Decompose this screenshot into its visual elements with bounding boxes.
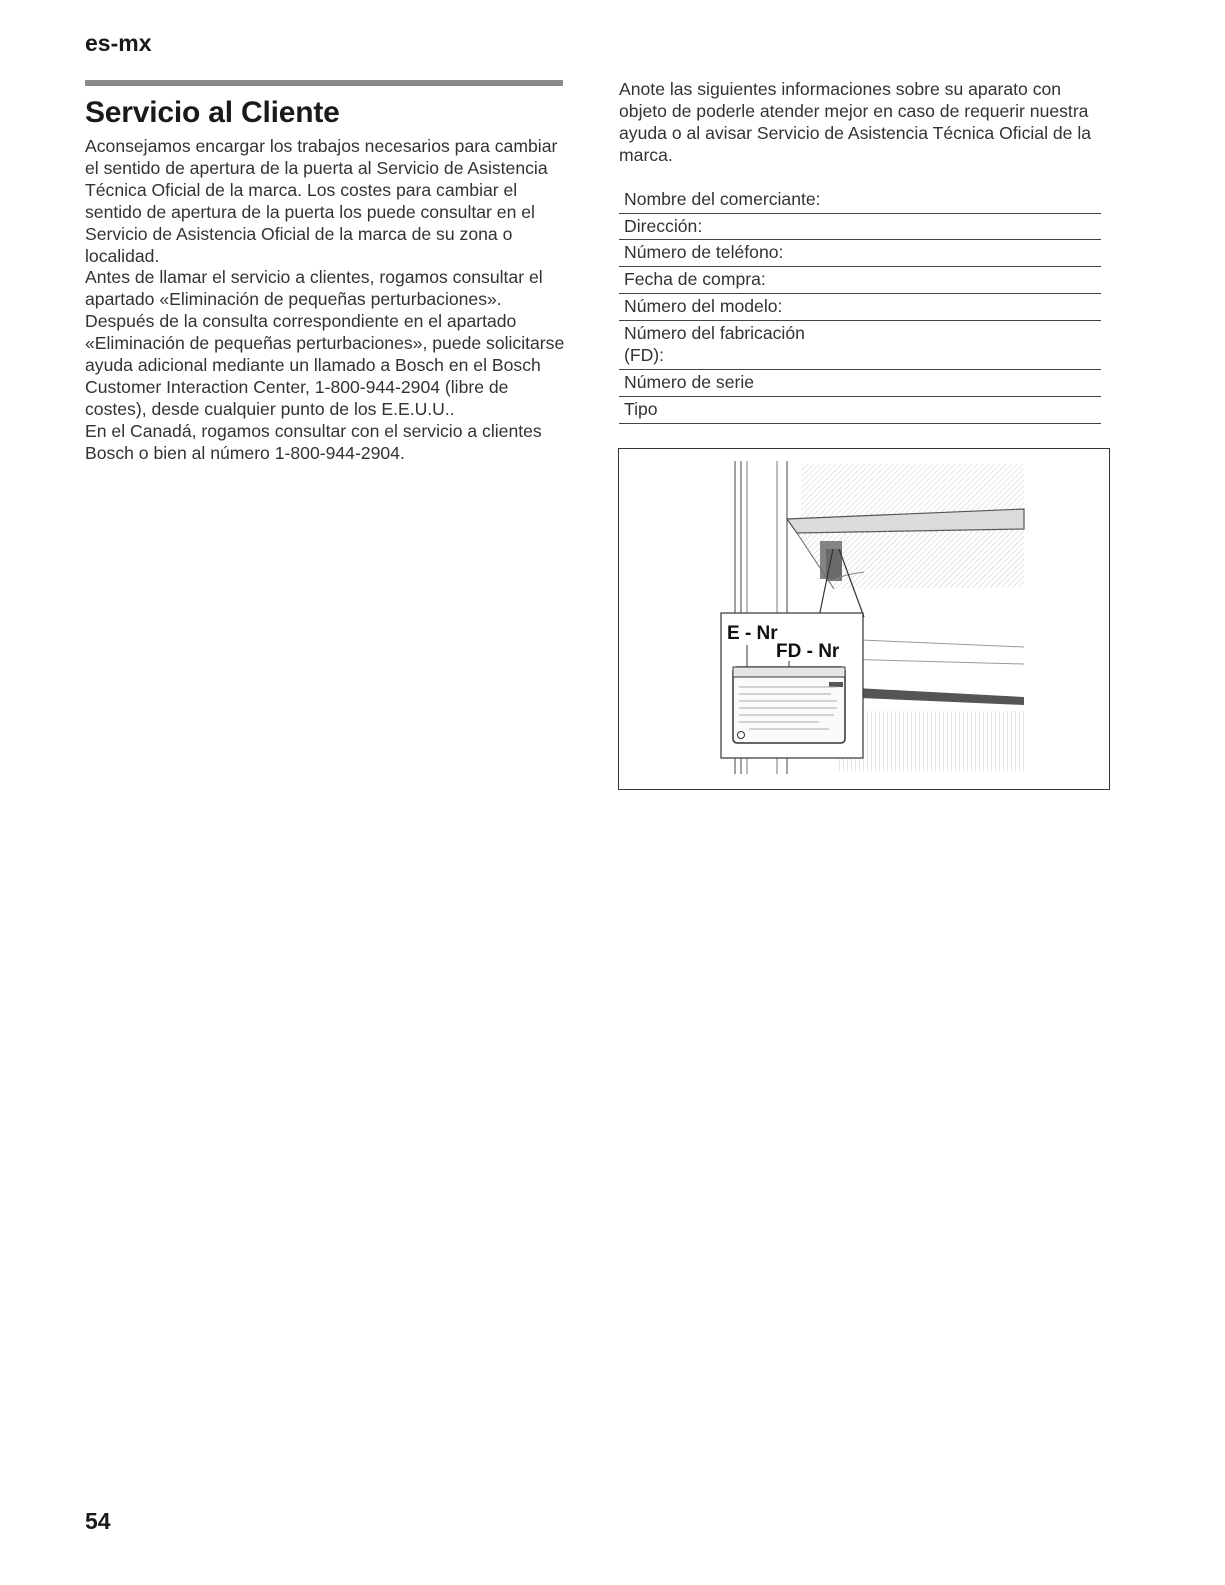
rating-plate-illustration — [619, 449, 1111, 791]
service-section — [85, 80, 565, 465]
rating-plate-callout — [721, 613, 863, 758]
field-purchase-date: Fecha de compra: — [619, 267, 1101, 294]
section-rule — [85, 80, 563, 86]
e-nr-label: E - Nr — [727, 623, 778, 644]
paragraph-before-calling: Antes de llamar el servicio a clientes, rogamos consultar el apartado «Eliminación de pequeñas perturbaciones». — [85, 267, 543, 310]
record-form-section — [619, 79, 1109, 424]
field-type: Tipo — [619, 397, 1101, 424]
section-title: Servicio al Cliente — [85, 96, 340, 129]
section-body — [85, 136, 565, 465]
paragraph-bosch-contact: Después de la consulta correspondiente en el apartado «Eliminación de pequeñas perturbaciones», puede solicitarse ayuda adicional mediante un llamado a Bosch en el Bosch Customer Interaction Center, 1-800-944-2904 (libre de costes), desde cualquier punto de los E.E.U.U.. — [85, 311, 565, 419]
upper-shelf — [787, 464, 1024, 589]
field-fd-number: Número del fabricación (FD): — [619, 321, 1101, 370]
field-model-number: Número del modelo: — [619, 294, 1101, 321]
fd-nr-label: FD - Nr — [776, 641, 840, 662]
field-phone: Número de teléfono: — [619, 240, 1101, 267]
language-code: es-mx — [85, 30, 152, 56]
rating-plate — [733, 667, 845, 743]
paragraph-canada: En el Canadá, rogamos consultar con el servicio a clientes Bosch o bien al número 1-800-944-2904. — [85, 420, 542, 463]
field-dealer-name: Nombre del comerciante: — [619, 187, 1101, 214]
page-number: 54 — [85, 1508, 111, 1534]
lower-compartment — [837, 639, 1024, 771]
record-fields — [619, 187, 1101, 424]
rating-plate-figure — [618, 448, 1110, 790]
field-serial-number: Número de serie — [619, 370, 1101, 397]
paragraph-door-service: Aconsejamos encargar los trabajos necesarios para cambiar el sentido de apertura de la puerta al Servicio de Asistencia Técnica Oficial de la marca. Los costes para cambiar el sentido de apertura de la puerta los puede consultar en el Servicio de Asistencia Oficial de la marca de su zona o localidad. — [85, 136, 558, 266]
record-intro: Anote las siguientes informaciones sobre su aparato con objeto de poderle atender mejor en caso de requerir nuestra ayuda o al avisar Servicio de Asistencia Técnica Oficial de la marca. — [619, 79, 1092, 165]
field-address: Dirección: — [619, 214, 1101, 241]
